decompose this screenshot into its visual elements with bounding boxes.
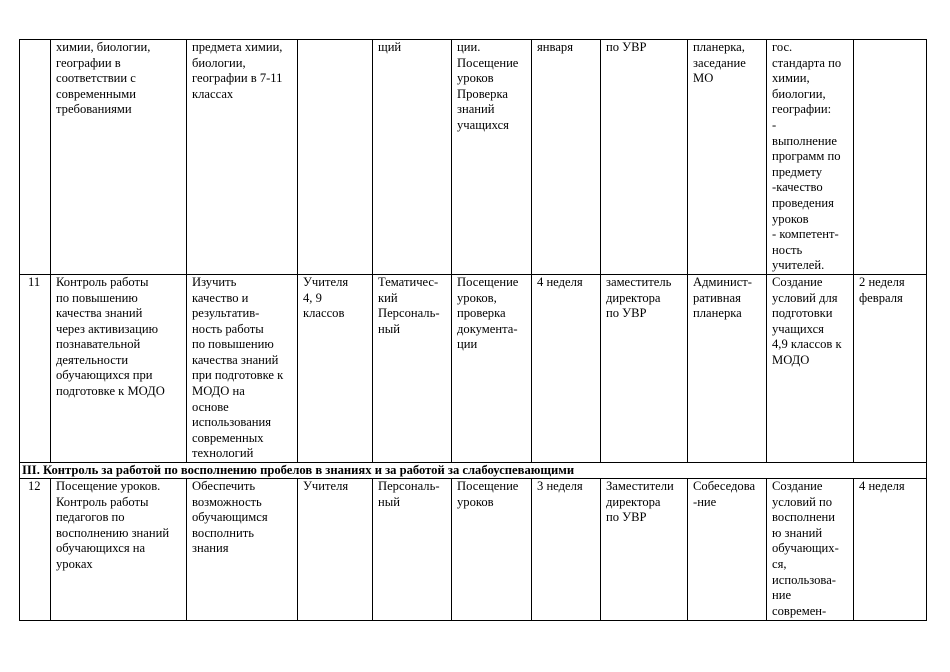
cell-content: химии, биологии, географии в соответствии с современными требованиями bbox=[51, 40, 187, 275]
cell-decision: Создание условий по восполнени ю знаний обучающих- ся, использова- ние современ- bbox=[767, 479, 854, 621]
cell-responsible: Заместители директора по УВР bbox=[601, 479, 688, 621]
section-row bbox=[20, 463, 927, 479]
table-row bbox=[20, 479, 927, 621]
cell-object: Учителя 4, 9 классов bbox=[298, 274, 373, 462]
cell-goal: предмета химии, биологии, географии в 7-11 классах bbox=[187, 40, 298, 275]
cell-date: 3 неделя bbox=[532, 479, 601, 621]
cell-date: 4 неделя bbox=[532, 274, 601, 462]
cell-summary-form: Админист- ративная планерка bbox=[688, 274, 767, 462]
cell-type: Персональ- ный bbox=[373, 479, 452, 621]
cell-decision: гос. стандарта по химии, биологии, географии: - выполнение программ по предмету -качество проведения уроков - компетент- ность учителей. bbox=[767, 40, 854, 275]
cell-goal: Изучить качество и результатив- ность работы по повышению качества знаний при подготовке к МОДО на основе использования современных технологий bbox=[187, 274, 298, 462]
cell-responsible: по УВР bbox=[601, 40, 688, 275]
cell-object bbox=[298, 40, 373, 275]
section-title: III. Контроль за работой по восполнению пробелов в знаниях и за работой за слабоуспевающими bbox=[20, 463, 927, 479]
cell-responsible: заместитель директора по УВР bbox=[601, 274, 688, 462]
cell-method: Посещение уроков bbox=[452, 479, 532, 621]
cell-method: Посещение уроков, проверка документа- ции bbox=[452, 274, 532, 462]
cell-type: щий bbox=[373, 40, 452, 275]
cell-recheck: 2 неделя февраля bbox=[854, 274, 927, 462]
cell-recheck: 4 неделя bbox=[854, 479, 927, 621]
row-number: 11 bbox=[20, 274, 51, 462]
cell-date: января bbox=[532, 40, 601, 275]
cell-goal: Обеспечить возможность обучающимся восполнить знания bbox=[187, 479, 298, 621]
cell-decision: Создание условий для подготовки учащихся 4,9 классов к МОДО bbox=[767, 274, 854, 462]
cell-method: ции. Посещение уроков Проверка знаний учащихся bbox=[452, 40, 532, 275]
plan-table bbox=[19, 39, 927, 621]
cell-type: Тематичес- кий Персональ- ный bbox=[373, 274, 452, 462]
table-row bbox=[20, 274, 927, 462]
table-row bbox=[20, 40, 927, 275]
cell-recheck bbox=[854, 40, 927, 275]
cell-content: Посещение уроков. Контроль работы педагогов по восполнению знаний обучающихся на уроках bbox=[51, 479, 187, 621]
cell-content: Контроль работы по повышению качества знаний через активизацию познавательной деятельности обучающихся при подготовке к МОДО bbox=[51, 274, 187, 462]
cell-object: Учителя bbox=[298, 479, 373, 621]
cell-summary-form: Собеседова -ние bbox=[688, 479, 767, 621]
row-number bbox=[20, 40, 51, 275]
row-number: 12 bbox=[20, 479, 51, 621]
cell-summary-form: планерка, заседание МО bbox=[688, 40, 767, 275]
